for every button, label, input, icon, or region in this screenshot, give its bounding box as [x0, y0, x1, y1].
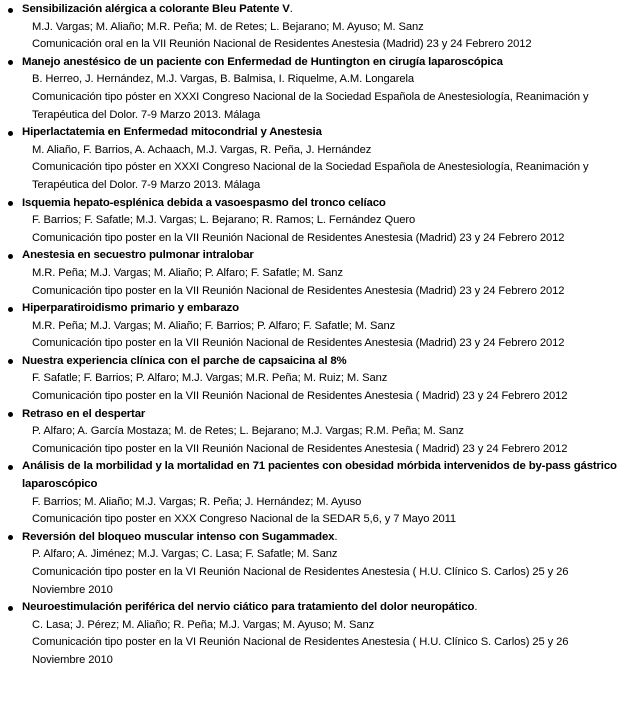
- publication-authors: M.R. Peña; M.J. Vargas; M. Aliaño; F. Barrios; P. Alfaro; F. Safatle; M. Sanz: [32, 319, 396, 332]
- publication-entry: [0, 247, 624, 300]
- publication-title: Manejo anestésico de un paciente con Enfermedad de Huntington en cirugía laparoscópica: [22, 55, 503, 68]
- publication-authors: F. Safatle; F. Barrios; P. Alfaro; M.J. Vargas; M.R. Peña; M. Ruiz; M. Sanz: [32, 372, 388, 385]
- publication-entry: [0, 195, 624, 248]
- publication-authors: P. Alfaro; A. Jiménez; M.J. Vargas; C. Lasa; F. Safatle; M. Sanz: [32, 548, 338, 561]
- bullet-icon: [8, 606, 13, 611]
- publication-entry: [0, 1, 624, 54]
- bullet-icon: [8, 535, 13, 540]
- publication-venue: Comunicación oral en la VII Reunión Nacional de Residentes Anestesia (Madrid) 23 y 24 Febrero 2012: [32, 38, 532, 51]
- bullet-icon: [8, 201, 13, 206]
- publication-title: Retraso en el despertar: [22, 407, 146, 420]
- bullet-icon: [8, 412, 13, 417]
- publication-title: Isquemia hepato-esplénica debida a vasoespasmo del tronco celíaco: [22, 196, 386, 209]
- bullet-icon: [8, 60, 13, 65]
- publication-title-line: [0, 247, 624, 265]
- bullet-icon: [8, 307, 13, 312]
- publication-authors: F. Barrios; F. Safatle; M.J. Vargas; L. Bejarano; R. Ramos; L. Fernández Quero: [32, 214, 416, 227]
- publication-title-line: [0, 195, 624, 213]
- publication-authors: B. Herreo, J. Hernández, M.J. Vargas, B. Balmisa, I. Riquelme, A.M. Longarela: [32, 73, 414, 86]
- publication-title: Análisis de la morbilidad y la mortalidad en 71 pacientes con obesidad mórbida intervenidos de by-pass gástrico laparoscópico: [22, 460, 617, 491]
- publication-authors: P. Alfaro; A. García Mostaza; M. de Retes; L. Bejarano; M.J. Vargas; R.M. Peña; M. Sanz: [32, 425, 464, 438]
- bullet-icon: [8, 465, 13, 470]
- publication-venue: Comunicación tipo poster en la VII Reunión Nacional de Residentes Anestesia (Madrid) 23 y 24 Febrero 2012: [32, 231, 565, 244]
- bullet-icon: [8, 8, 13, 13]
- publication-authors: M.R. Peña; M.J. Vargas; M. Aliaño; P. Alfaro; F. Safatle; M. Sanz: [32, 266, 343, 279]
- publication-entry: [0, 300, 624, 353]
- publication-title-line: [0, 529, 624, 547]
- bullet-icon: [8, 359, 13, 364]
- publication-entry: [0, 54, 624, 124]
- publication-entry: [0, 124, 624, 194]
- publication-title: Sensibilización alérgica a colorante Bleu Patente V.: [22, 3, 293, 15]
- publication-title-line: [0, 458, 624, 493]
- publication-title: Reversión del bloqueo muscular intenso con Sugammadex.: [22, 530, 338, 543]
- publication-venue: Comunicación tipo poster en la VII Reunión Nacional de Residentes Anestesia ( Madrid) 23 y 24 Febrero 2012: [32, 390, 568, 403]
- publication-venue: Comunicación tipo poster en la VII Reunión Nacional de Residentes Anestesia ( Madrid) 23 y 24 Febrero 2012: [32, 442, 568, 455]
- publication-authors: M. Aliaño, F. Barrios, A. Achaach, M.J. Vargas, R. Peña, J. Hernández: [32, 143, 372, 156]
- publication-entry: [0, 353, 624, 406]
- publication-entry: [0, 599, 624, 669]
- publication-entry: [0, 458, 624, 528]
- publication-entry: [0, 406, 624, 459]
- publication-title-line: [0, 300, 624, 318]
- publication-title-line: [0, 599, 624, 617]
- publication-venue: Comunicación tipo poster en la VII Reunión Nacional de Residentes Anestesia (Madrid) 23 y 24 Febrero 2012: [32, 284, 565, 297]
- publication-title: Nuestra experiencia clínica con el parche de capsaicina al 8%: [22, 354, 347, 367]
- publication-title-line: [0, 1, 624, 19]
- publication-authors: M.J. Vargas; M. Aliaño; M.R. Peña; M. de Retes; L. Bejarano; M. Ayuso; M. Sanz: [32, 20, 424, 33]
- bullet-icon: [8, 254, 13, 259]
- bullet-icon: [8, 131, 13, 136]
- publication-title-line: [0, 124, 624, 142]
- publication-authors: F. Barrios; M. Aliaño; M.J. Vargas; R. Peña; J. Hernández; M. Ayuso: [32, 495, 362, 508]
- publication-title: Anestesia en secuestro pulmonar intralobar: [22, 249, 254, 262]
- publication-title: Hiperparatiroidismo primario y embarazo: [22, 302, 239, 315]
- publication-title-line: [0, 406, 624, 424]
- publication-title: Neuroestimulación periférica del nervio ciático para tratamiento del dolor neuropático.: [22, 601, 478, 614]
- publication-entry: [0, 529, 624, 599]
- publication-venue: Comunicación tipo poster en la VI Reunión Nacional de Residentes Anestesia ( H.U. Clínico S. Carlos) 25 y 26 Noviembre 2010: [32, 636, 569, 666]
- publication-venue: Comunicación tipo poster en la VI Reunión Nacional de Residentes Anestesia ( H.U. Clínico S. Carlos) 25 y 26 Noviembre 2010: [32, 566, 569, 596]
- publication-venue: Comunicación tipo poster en la VII Reunión Nacional de Residentes Anestesia (Madrid) 23 y 24 Febrero 2012: [32, 337, 565, 350]
- publication-title-line: [0, 54, 624, 72]
- publication-title: Hiperlactatemia en Enfermedad mitocondrial y Anestesia: [22, 126, 322, 139]
- publication-title-line: [0, 353, 624, 371]
- publication-venue: Comunicación tipo póster en XXXI Congreso Nacional de la Sociedad Española de Anestesiología, Reanimación y Terapéutica del Dolor. 7-9 Marzo 2013. Málaga: [32, 161, 589, 191]
- publication-venue: Comunicación tipo poster en XXX Congreso Nacional de la SEDAR 5,6, y 7 Mayo 2011: [32, 513, 456, 526]
- publication-authors: C. Lasa; J. Pérez; M. Aliaño; R. Peña; M.J. Vargas; M. Ayuso; M. Sanz: [32, 618, 375, 631]
- publication-venue: Comunicación tipo póster en XXXI Congreso Nacional de la Sociedad Española de Anestesiología, Reanimación y Terapéutica del Dolor. 7-9 Marzo 2013. Málaga: [32, 90, 589, 121]
